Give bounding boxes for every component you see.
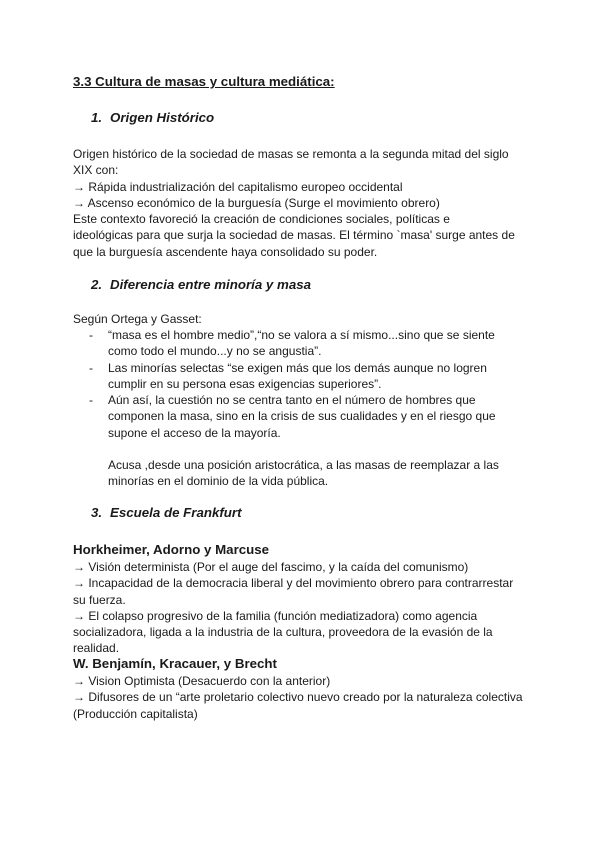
list-dash: -: [89, 393, 93, 408]
ortega-intro: Según Ortega y Gasset:: [73, 312, 202, 326]
section-number: 2.: [91, 277, 103, 292]
text-line: Aún así, la cuestión no se centra tanto en el número de hombres que: [108, 393, 476, 408]
main-heading: 3.3 Cultura de masas y cultura mediática:: [73, 74, 335, 89]
section-heading-frankfurt: [91, 505, 242, 520]
text-line: → Vision Optimista (Desacuerdo con la anterior): [73, 674, 331, 688]
text-line: como todo el mundo...y no se angustia”.: [108, 344, 322, 359]
ortega-note: [108, 457, 533, 490]
text-line: → Ascenso económico de la burguesía (Surge el movimiento obrero): [73, 195, 440, 210]
list-dash: -: [89, 328, 93, 342]
text-line: su fuerza.: [73, 592, 126, 607]
frankfurt-group1-paragraph: [73, 559, 533, 657]
text-line: supone el acceso de la mayoría.: [108, 425, 281, 440]
text-line: → Difusores de un “arte proletario colectivo nuevo creado por la naturaleza colectiva: [73, 690, 523, 705]
text-line: cumplir en su persona esas exigencias superiores”.: [108, 376, 382, 391]
section-heading-diferencia: [91, 277, 311, 292]
text-line: XIX con:: [73, 163, 119, 178]
text-line: socializadora, ligada a la industria de la cultura, proveedora de la evasión de la: [73, 625, 493, 640]
section-heading-origen: [91, 110, 214, 125]
text-line: Este contexto favoreció la creación de condiciones sociales, políticas e: [73, 212, 450, 227]
text-line: que la burguesía ascendente haya consolidado su poder.: [73, 244, 378, 259]
list-dash: -: [89, 360, 93, 375]
text-line: ideológicas para que surja la sociedad de masas. El término `masa' surge antes de: [73, 228, 515, 243]
list-item: [73, 360, 533, 393]
frankfurt-group2-paragraph: [73, 673, 533, 722]
text-line: → Rápida industrialización del capitalismo europeo occidental: [73, 179, 403, 194]
list-item: [73, 392, 533, 441]
text-line: Acusa ,desde una posición aristocrática, a las masas de reemplazar a las: [108, 458, 499, 472]
ortega-quote-list: [73, 327, 533, 441]
section-title: Escuela de Frankfurt: [110, 505, 242, 520]
text-line: → Incapacidad de la democracia liberal y del movimiento obrero para contrarrestar: [73, 576, 514, 591]
authors-heading-horkheimer: Horkheimer, Adorno y Marcuse: [73, 542, 270, 557]
section-number: 3.: [91, 505, 103, 520]
section-title: Origen Histórico: [110, 110, 215, 125]
text-line: Las minorías selectas “se exigen más que los demás aunque no logren: [108, 360, 487, 375]
text-line: Origen histórico de la sociedad de masas se remonta a la segunda mitad del siglo: [73, 147, 509, 161]
origen-paragraph: [73, 146, 533, 260]
text-line: (Producción capitalista): [73, 706, 198, 721]
text-line: “masa es el hombre medio”,“no se valora a sí mismo...sino que se siente: [108, 328, 495, 342]
text-line: → Visión determinista (Por el auge del fascimo, y la caída del comunismo): [73, 560, 469, 574]
text-line: realidad.: [73, 641, 120, 656]
section-number: 1.: [91, 110, 103, 125]
text-line: componen la masa, sino en la crisis de sus cualidades y en el riesgo que: [108, 409, 496, 424]
text-line: minorías en el dominio de la vida pública.: [108, 474, 329, 489]
text-line: → El colapso progresivo de la familia (función mediatizadora) como agencia: [73, 608, 478, 623]
section-title: Diferencia entre minoría y masa: [110, 277, 312, 292]
list-item: [73, 327, 533, 360]
authors-heading-benjamin: W. Benjamín, Kracauer, y Brecht: [73, 656, 277, 671]
